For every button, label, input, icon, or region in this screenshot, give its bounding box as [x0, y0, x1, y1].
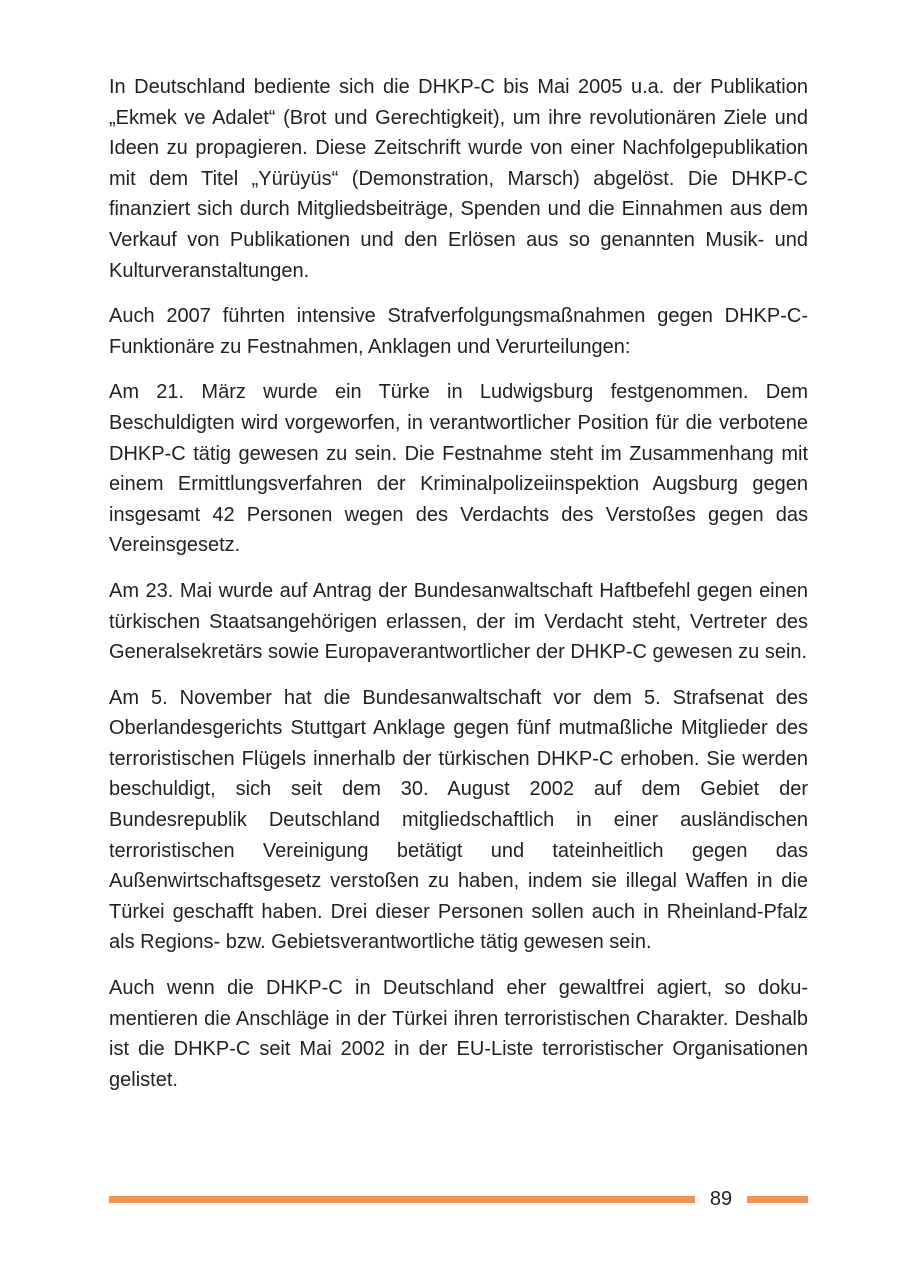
paragraph-publications: In Deutschland bediente sich die DHKP-C bis Mai 2005 u.a. der Publikation „Ekmek ve Adalet“ (Brot und Gerechtigkeit), um ihre revolutionären Ziele und Ideen zu propagieren. Diese Zeitschrift wurde von einer Nachfolgepublikation mit dem Titel „Yürüyüs“ (Demonstration, Marsch) abgelöst. Die DHKP-C finanziert sich durch Mitgliedsbeiträge, Spenden und die Einnahmen aus dem Verkauf von Publikationen und den Erlösen aus so genannten Musik- und Kulturveranstaltungen. [109, 76, 808, 282]
page-footer [109, 1186, 808, 1216]
page-number: 89 [709, 1188, 733, 1210]
paragraph-prosecution-intro: Auch 2007 führten intensive Strafverfolgungsmaßnahmen gegen DHKP-C-Funktionäre zu Festnahmen, Anklagen und Verurteilungen: [109, 305, 808, 358]
paragraph-arrest-warrant: Am 23. Mai wurde auf Antrag der Bundesanwaltschaft Haftbefehl gegen einen türkischen Staatsangehörigen erlassen, der im Verdacht steht, Vertreter des Generalsekretärs sowie Europaverantwortlicher der DHKP-C gewesen zu sein. [109, 579, 808, 664]
paragraph-indictment: Am 5. November hat die Bundesanwaltschaft vor dem 5. Strafsenat des Oberlandesgerichts Stuttgart Anklage gegen fünf mutmaßliche Mitglieder des terroristischen Flügels innerhalb der türkischen DHKP-C erhoben. Sie werden beschuldigt, sich seit dem 30. August 2002 auf dem Gebiet der Bundesrepublik Deutschland mitgliedschaftlich in einer ausländischen terroristischen Vereinigung betätigt und tateinheitlich gegen das Außenwirtschaftsgesetz verstoßen zu haben, indem sie illegal Waffen in die Türkei geschafft haben. Drei dieser Personen sollen auch in Rheinland-Pfalz als Regions- bzw. Gebietsverantwortliche tätig gewesen sein. [109, 686, 808, 954]
document-body [109, 72, 808, 1095]
footer-rule-right [747, 1196, 808, 1203]
footer-rule-left [109, 1196, 695, 1203]
paragraph-eu-listing: Auch wenn die DHKP-C in Deutschland eher gewaltfrei agiert, so dokumentieren die Anschläge in der Türkei ihren terroristischen Charakter. Deshalb ist die DHKP-C seit Mai 2002 in der EU-Liste terroristischer Organisationen gelistet. [109, 977, 808, 1091]
paragraph-ludwigsburg-arrest: Am 21. März wurde ein Türke in Ludwigsburg festgenommen. Dem Beschuldigten wird vorgeworfen, in verantwortlicher Position für die verbotene DHKP-C tätig gewesen zu sein. Die Festnahme steht im Zusammenhang mit einem Ermittlungsverfahren der Kriminalpolizeiinspektion Augsburg gegen insgesamt 42 Personen wegen des Verdachts des Verstoßes gegen das Vereinsgesetz. [109, 381, 808, 557]
